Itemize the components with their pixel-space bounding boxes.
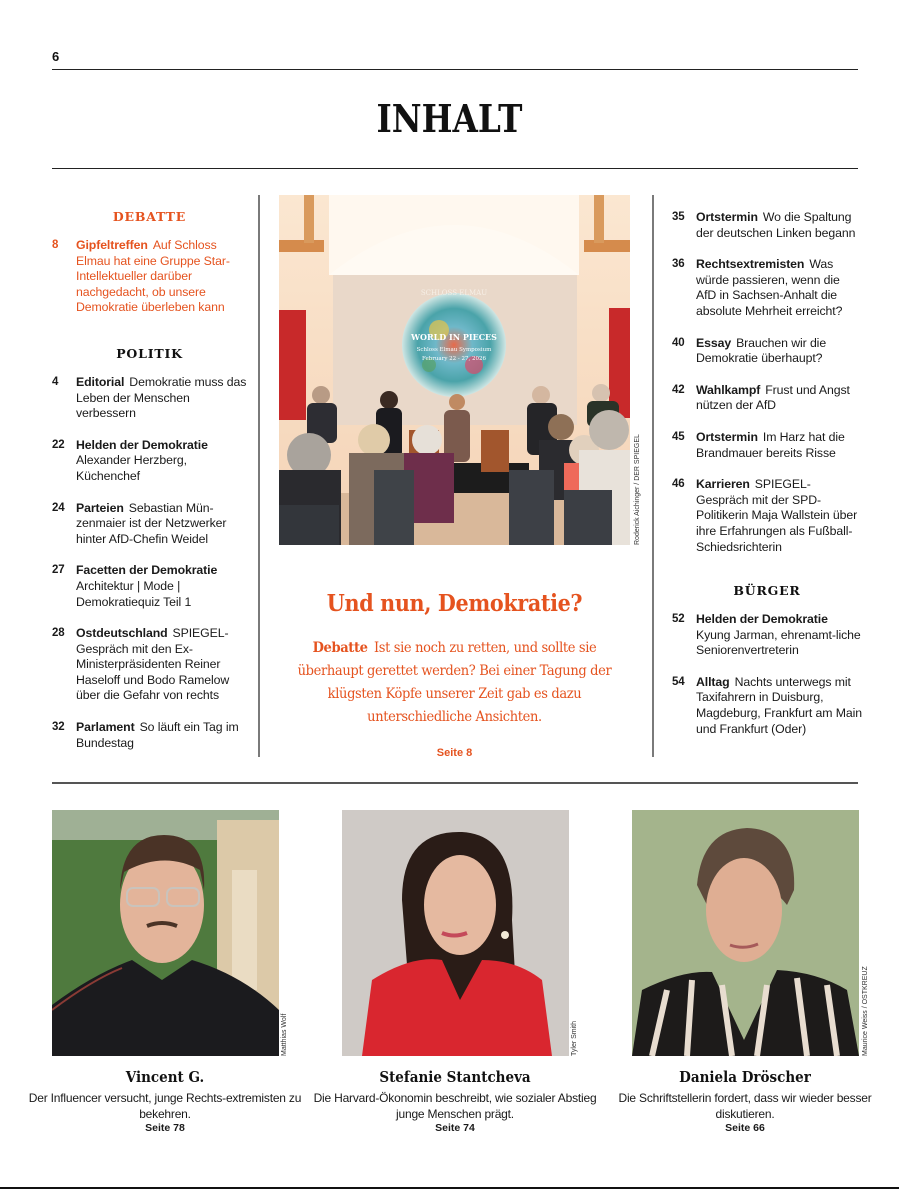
toc-keyword: Essay bbox=[696, 335, 732, 350]
feature-photo[interactable] bbox=[279, 195, 630, 545]
toc-left-column bbox=[52, 209, 247, 767]
toc-entry[interactable] bbox=[672, 612, 862, 659]
toc-text: Auf Schloss Elmau hat eine Gruppe Star-Intellektueller darüber nachgedacht, ob unsere Demokratie überleben kann bbox=[76, 238, 230, 315]
toc-text: Kyung Jarman, ehrenamt-liche Seniorenvertreterin bbox=[696, 627, 861, 658]
portrait-stantcheva[interactable] bbox=[342, 810, 569, 1056]
photo-credit: Roderick Aichinger / DER SPIEGEL bbox=[634, 434, 641, 545]
svg-text:WORLD IN PIECES: WORLD IN PIECES bbox=[411, 332, 497, 342]
toc-entry[interactable] bbox=[52, 438, 247, 485]
feature-teaser[interactable] bbox=[279, 590, 630, 759]
portrait-description: Die Schriftstellerin fordert, dass wir wieder besser diskutieren. bbox=[618, 1091, 872, 1121]
toc-page-number: 22 bbox=[52, 438, 65, 451]
feature-page-ref[interactable]: Seite 8 bbox=[436, 747, 473, 759]
feature-dek bbox=[293, 637, 616, 729]
toc-keyword: Facetten der Demokratie bbox=[76, 563, 218, 578]
toc-page-number: 40 bbox=[672, 336, 685, 349]
portrait-credit: Matthias Wolf bbox=[281, 1013, 288, 1056]
page-number: 6 bbox=[52, 49, 60, 64]
portrait-vincent[interactable] bbox=[52, 810, 279, 1056]
toc-page-number: 8 bbox=[52, 239, 59, 251]
toc-keyword: Alltag bbox=[696, 674, 730, 689]
portrait-page-ref[interactable]: Seite 66 bbox=[725, 1122, 765, 1134]
toc-entry[interactable] bbox=[52, 720, 247, 751]
toc-keyword: Karrieren bbox=[696, 477, 750, 492]
toc-page-number: 54 bbox=[672, 675, 685, 688]
feature-headline: Und nun, Demokratie? bbox=[326, 590, 583, 617]
toc-entry[interactable] bbox=[672, 430, 862, 461]
section-heading-politik: POLITIK bbox=[116, 345, 183, 361]
toc-keyword: Helden der Demokratie bbox=[696, 612, 828, 627]
portrait-caption[interactable] bbox=[310, 1068, 600, 1135]
svg-text:SCHLOSS ELMAU: SCHLOSS ELMAU bbox=[420, 289, 488, 297]
svg-text:February 22 - 27, 2026: February 22 - 27, 2026 bbox=[421, 356, 487, 362]
toc-page-number: 42 bbox=[672, 383, 685, 396]
portrait-description: Die Harvard-Ökonomin beschreibt, wie sozialer Abstieg junge Menschen prägt. bbox=[313, 1091, 597, 1121]
toc-page-number: 32 bbox=[52, 721, 65, 734]
toc-page-number: 46 bbox=[672, 478, 685, 491]
toc-page-number: 28 bbox=[52, 627, 65, 640]
toc-right-column bbox=[672, 210, 862, 753]
portrait-image bbox=[52, 810, 279, 1056]
svg-text:Schloss Elmau Symposium: Schloss Elmau Symposium bbox=[416, 347, 492, 353]
section-heading-buerger: BÜRGER bbox=[733, 583, 801, 599]
toc-entry[interactable] bbox=[52, 375, 247, 422]
toc-keyword: Parlament bbox=[76, 720, 135, 735]
toc-text: Frust und Angst nützen der AfD bbox=[696, 382, 850, 413]
feature-dek-text: Ist sie noch zu retten, und sollte sie überhaupt gerettet werden? Bei einer Tagung der klügsten Köpfe unserer Zeit gab es dazu unterschiedliche Ansichten. bbox=[297, 640, 612, 725]
toc-text: Sebastian Mün-zenmaier ist der Netzwerker hinter AfD-Chefin Weidel bbox=[76, 500, 227, 546]
toc-entry[interactable] bbox=[52, 238, 247, 316]
toc-entry[interactable] bbox=[52, 626, 247, 704]
title-rule bbox=[52, 168, 858, 169]
toc-text: SPIEGEL-Gespräch mit den Ex-Ministerpräsidenten Reiner Haseloff und Bodo Ramelow über die Gefahr von rechts bbox=[76, 626, 230, 703]
portrait-image bbox=[632, 810, 859, 1056]
portrait-caption[interactable] bbox=[20, 1068, 310, 1135]
section-rule bbox=[52, 782, 858, 784]
toc-keyword: Gipfeltreffen bbox=[76, 238, 148, 252]
toc-entry[interactable] bbox=[672, 383, 862, 414]
toc-text: SPIEGEL-Gespräch mit der SPD-Politikerin Maja Wallstein über ihre Erfahrungen als Fußball-Schiedsrichterin bbox=[696, 477, 858, 554]
portrait-credit: Tyler Smith bbox=[571, 1020, 578, 1056]
toc-page-number: 27 bbox=[52, 564, 65, 577]
feature-kicker: Debatte bbox=[312, 640, 368, 656]
toc-keyword: Ortstermin bbox=[696, 429, 758, 444]
toc-page-number: 4 bbox=[52, 375, 59, 388]
toc-keyword: Ortstermin bbox=[696, 210, 758, 224]
toc-text: Im Harz hat die Brandmauer bereits Risse bbox=[696, 429, 845, 460]
toc-keyword: Ostdeutschland bbox=[76, 626, 168, 641]
portrait-name: Vincent G. bbox=[125, 1068, 205, 1086]
toc-entry[interactable] bbox=[672, 210, 862, 241]
toc-entry[interactable] bbox=[672, 336, 862, 367]
toc-text: Demokratie muss das Leben der Menschen verbessern bbox=[76, 374, 247, 421]
toc-keyword: Helden der Demokratie bbox=[76, 437, 208, 452]
toc-entry[interactable] bbox=[672, 477, 862, 555]
portrait-image bbox=[342, 810, 569, 1056]
portrait-page-ref[interactable]: Seite 74 bbox=[435, 1122, 475, 1134]
toc-keyword: Editorial bbox=[76, 374, 125, 389]
column-divider-left bbox=[258, 195, 260, 757]
portrait-name: Stefanie Stantcheva bbox=[379, 1068, 531, 1086]
toc-page-number: 35 bbox=[672, 211, 685, 223]
portrait-credit: Maurice Weiss / OSTKREUZ bbox=[862, 966, 869, 1056]
toc-entry[interactable] bbox=[52, 501, 247, 548]
toc-entry[interactable] bbox=[672, 675, 862, 737]
section-heading-debatte: DEBATTE bbox=[112, 209, 187, 224]
panel-discussion-image bbox=[279, 195, 630, 545]
toc-text: Wo die Spaltung der deutschen Linken begann bbox=[696, 210, 856, 240]
toc-keyword: Parteien bbox=[76, 500, 124, 515]
portrait-name: Daniela Dröscher bbox=[679, 1068, 811, 1086]
toc-text: Alexander Herzberg, Küchenchef bbox=[76, 453, 187, 483]
portrait-caption[interactable] bbox=[600, 1068, 890, 1135]
toc-text: Brauchen wir die Demokratie überhaupt? bbox=[696, 335, 827, 366]
page-title: INHALT bbox=[376, 96, 523, 141]
toc-entry[interactable] bbox=[52, 563, 247, 610]
toc-text: Architektur | Mode | Demokratiequiz Teil 1 bbox=[76, 578, 192, 609]
toc-text: So läuft ein Tag im Bundestag bbox=[76, 720, 239, 750]
portrait-droescher[interactable] bbox=[632, 810, 859, 1056]
toc-text: Was würde passieren, wenn die AfD in Sachsen-Anhalt die absolute Mehrheit erreicht? bbox=[696, 257, 843, 318]
toc-page-number: 36 bbox=[672, 258, 685, 271]
toc-keyword: Rechtsextremisten bbox=[696, 257, 805, 272]
toc-entry[interactable] bbox=[672, 257, 862, 319]
toc-keyword: Wahlkampf bbox=[696, 382, 761, 397]
toc-page-number: 45 bbox=[672, 430, 685, 443]
toc-page-number: 24 bbox=[52, 501, 65, 514]
portrait-description: Der Influencer versucht, junge Rechts-extremisten zu bekehren. bbox=[28, 1091, 302, 1121]
header-rule bbox=[52, 69, 858, 70]
column-divider-right bbox=[652, 195, 654, 757]
toc-page-number: 52 bbox=[672, 613, 685, 626]
portrait-page-ref[interactable]: Seite 78 bbox=[145, 1122, 185, 1134]
toc-text: Nachts unterwegs mit Taxifahrern in Duisburg, Magdeburg, Frankfurt am Main und Frankfurt (Oder) bbox=[696, 674, 863, 736]
